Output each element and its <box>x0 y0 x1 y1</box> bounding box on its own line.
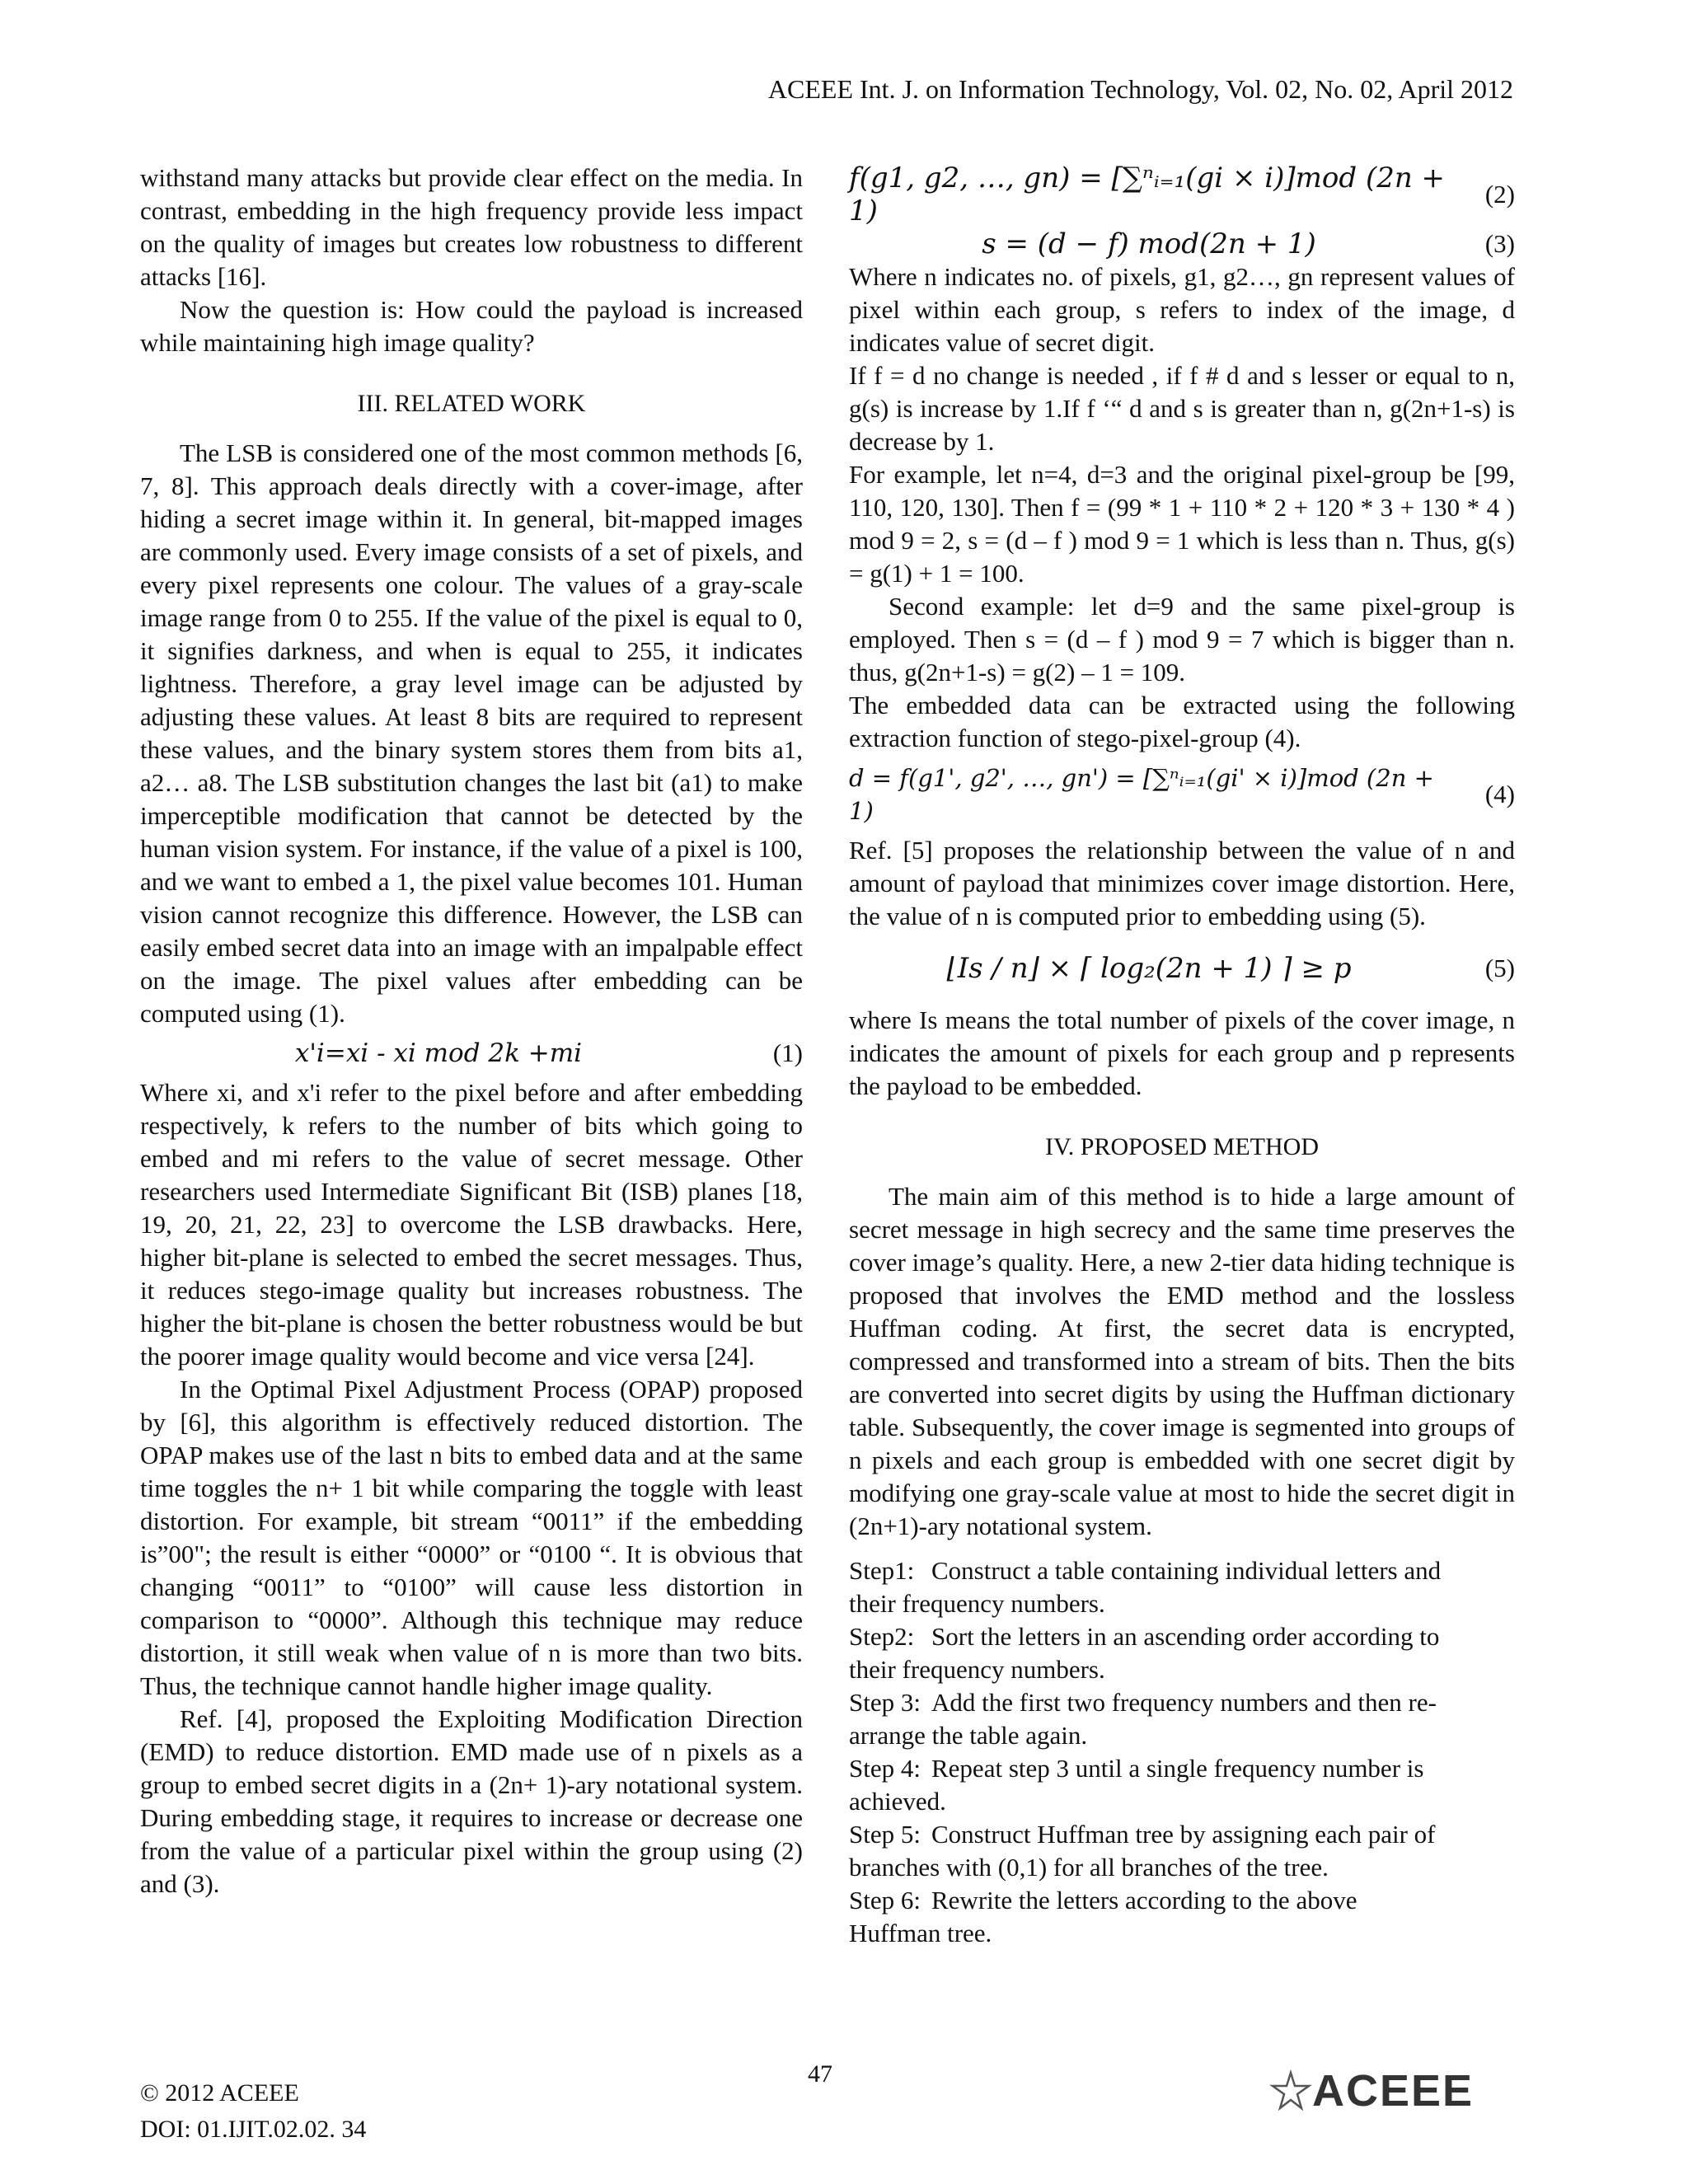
list-item <box>849 1620 1515 1653</box>
paragraph: In the Optimal Pixel Adjustment Process (OPAP) proposed by [6], this algorithm is effectively reduced distortion. The OPAP makes use of the last n bits to embed data and at the same time toggles the n+ 1 bit while comparing the toggle with least distortion. For example, bit stream “0011” if the embedding is”00"; the result is either “0000” or “0100 “. It is obvious that changing “0011” to “0100” will cause less distortion in comparison to “0000”. Although this technique may reduce distortion, it still weak when value of n is more than two bits. Thus, the technique cannot handle higher image quality. <box>140 1375 803 1700</box>
left-column <box>140 162 803 1900</box>
step-continuation: their frequency numbers. <box>849 1589 1105 1618</box>
list-item <box>849 1884 1515 1917</box>
equation-5 <box>849 940 1515 997</box>
list-item <box>849 1818 1515 1851</box>
equation-2-body: f(g1, g2, …, gn) = [∑ⁿᵢ₌₁(gi × i)]mod (2n + 1) <box>849 162 1446 227</box>
paragraph: Where n indicates no. of pixels, g1, g2…, gn represent values of pixel within each group, s refers to index of the image, d indicates value of secret digit. <box>849 262 1515 357</box>
step-continuation: arrange the table again. <box>849 1721 1088 1750</box>
step-text: Construct a table containing individual letters and <box>931 1556 1442 1585</box>
paragraph: Now the question is: How could the payload is increased while maintaining high image quality? <box>140 295 803 357</box>
equation-4 <box>849 762 1515 827</box>
equation-2 <box>849 162 1515 227</box>
step-label: Step1: <box>849 1556 915 1585</box>
right-column <box>849 162 1515 1950</box>
equation-3-body: s = (d − f) mod(2n + 1) <box>982 227 1316 260</box>
paragraph: The main aim of this method is to hide a large amount of secret message in high secrecy and the same time preserves the cover image’s quality. Here, a new 2-tier data hiding technique is proposed that involves the EMD method and the lossless Huffman coding. At first, the secret data is encrypted, compressed and transformed into a stream of bits. Then the bits are converted into secret digits by using the Huffman dictionary table. Subsequently, the cover image is segmented into groups of n pixels and each group is embedded with one secret digit by modifying one gray-scale value at most to hide the secret digit in (2n+1)-ary notational system. <box>849 1182 1515 1540</box>
step-text: Repeat step 3 until a single frequency number is <box>931 1754 1424 1783</box>
paragraph: If f = d no change is needed , if f # d and s lesser or equal to n, g(s) is increase by 1.If f ‘“ d and s is greater than n, g(2n+1-s) is decrease by 1. <box>849 361 1515 456</box>
step-label: Step 5: <box>849 1820 921 1849</box>
section-heading: IV. PROPOSED METHOD <box>1045 1133 1319 1160</box>
copyright: © 2012 ACEEE <box>140 2079 299 2107</box>
logo-text: ACEEE <box>1312 2066 1475 2116</box>
step-continuation: branches with (0,1) for all branches of the tree. <box>849 1853 1329 1882</box>
paragraph: For example, let n=4, d=3 and the original pixel-group be [99, 110, 120, 130]. Then f = (99 * 1 + 110 * 2 + 120 * 3 + 130 * 4 ) mod 9 = 2, s = (d – f ) mod 9 = 1 which is less than n. Thus, g(s) = g(1) + 1 = 100. <box>849 460 1515 588</box>
equation-4-body: d = f(g1', g2', …, gn') = [∑ⁿᵢ₌₁(gi' × i)]mod (2n + 1) <box>849 764 1434 825</box>
paragraph: where Is means the total number of pixels of the cover image, n indicates the amount of pixels for each group and p represents the payload to be embedded. <box>849 1005 1515 1100</box>
star-icon <box>1269 2069 1312 2112</box>
paragraph: The embedded data can be extracted using the following extraction function of stego-pixel-group (4). <box>849 691 1515 752</box>
paragraph: withstand many attacks but provide clear effect on the media. In contrast, embedding in the high frequency provide less impact on the quality of images but creates low robustness to different attacks [16]. <box>140 163 803 291</box>
list-item <box>849 1554 1515 1587</box>
step-label: Step 6: <box>849 1886 921 1915</box>
equation-1-number: (1) <box>772 1038 803 1067</box>
section-heading: III. RELATED WORK <box>357 390 586 417</box>
equation-4-number: (4) <box>1484 780 1515 808</box>
step-continuation: achieved. <box>849 1787 946 1816</box>
aceee-logo <box>1269 2065 1474 2116</box>
step-label: Step 3: <box>849 1688 921 1717</box>
equation-5-body: ⌊Is / n⌋ × ⌈ log₂(2n + 1) ⌉ ≥ p <box>946 952 1352 985</box>
paragraph: Ref. [4], proposed the Exploiting Modification Direction (EMD) to reduce distortion. EMD made use of n pixels as a group to embed secret digits in a (2n+ 1)-ary notational system. During embedding stage, it requires to increase or decrease one from the value of a particular pixel within the group using (2) and (3). <box>140 1704 803 1898</box>
equation-1 <box>140 1037 803 1070</box>
paragraph: Where xi, and x'i refer to the pixel before and after embedding respectively, k refers to the number of bits which going to embed and mi refers to the value of secret message. Other researchers used Intermediate Significant Bit (ISB) planes [18, 19, 20, 21, 22, 23] to overcome the LSB drawbacks. Here, higher bit-plane is selected to embed the secret messages. Thus, it reduces stego-image quality but increases robustness. The higher the bit-plane is chosen the better robustness would be but the poorer image quality would become and vice versa [24]. <box>140 1078 803 1371</box>
step-continuation: Huffman tree. <box>849 1919 992 1947</box>
equation-2-number: (2) <box>1484 180 1515 209</box>
running-header: ACEEE Int. J. on Information Technology, Vol. 02, No. 02, April 2012 <box>767 74 1513 104</box>
page-number: 47 <box>808 2060 832 2088</box>
equation-5-number: (5) <box>1484 954 1515 982</box>
step-label: Step 4: <box>849 1754 921 1783</box>
step-text: Sort the letters in an ascending order according to <box>931 1622 1440 1651</box>
step-text: Add the first two frequency numbers and then re- <box>931 1688 1437 1717</box>
step-continuation: their frequency numbers. <box>849 1655 1105 1684</box>
equation-1-body: x'i=xi - xi mod 2k +mi <box>294 1038 583 1068</box>
paragraph: The LSB is considered one of the most common methods [6, 7, 8]. This approach deals directly with a cover-image, after hiding a secret image within it. In general, bit-mapped images are commonly used. Every image consists of a set of pixels, and every pixel represents one colour. The values of a gray-scale image range from 0 to 255. If the value of the pixel is equal to 0, it signifies darkness, and when is equal to 255, it indicates lightness. Therefore, a gray level image can be adjusted by adjusting these values. At least 8 bits are required to represent these values, and the binary system stores them from bits a1, a2… a8. The LSB substitution changes the last bit (a1) to make imperceptible modification that cannot be detected by the human vision system. For instance, if the value of a pixel is 100, and we want to embed a 1, the pixel value becomes 101. Human vision cannot recognize this difference. However, the LSB can easily embed secret data into an image with an impalpable effect on the image. The pixel values after embedding can be computed using (1). <box>140 438 803 1028</box>
paragraph: Ref. [5] proposes the relationship between the value of n and amount of payload that minimizes cover image distortion. Here, the value of n is computed prior to embedding using (5). <box>849 836 1515 930</box>
equation-3-number: (3) <box>1484 229 1515 258</box>
doi: DOI: 01.IJIT.02.02. 34 <box>140 2116 367 2143</box>
paragraph: Second example: let d=9 and the same pixel-group is employed. Then s = (d – f ) mod 9 = 7 which is bigger than n. thus, g(2n+1-s) = g(2) – 1 = 109. <box>849 592 1515 687</box>
list-item <box>849 1752 1515 1785</box>
step-label: Step2: <box>849 1622 915 1651</box>
equation-3 <box>849 227 1515 260</box>
list-item <box>849 1686 1515 1719</box>
footer-left <box>140 2075 366 2148</box>
step-text: Construct Huffman tree by assigning each pair of <box>931 1820 1436 1849</box>
step-text: Rewrite the letters according to the above <box>931 1886 1357 1915</box>
huffman-steps-list <box>849 1554 1515 1950</box>
